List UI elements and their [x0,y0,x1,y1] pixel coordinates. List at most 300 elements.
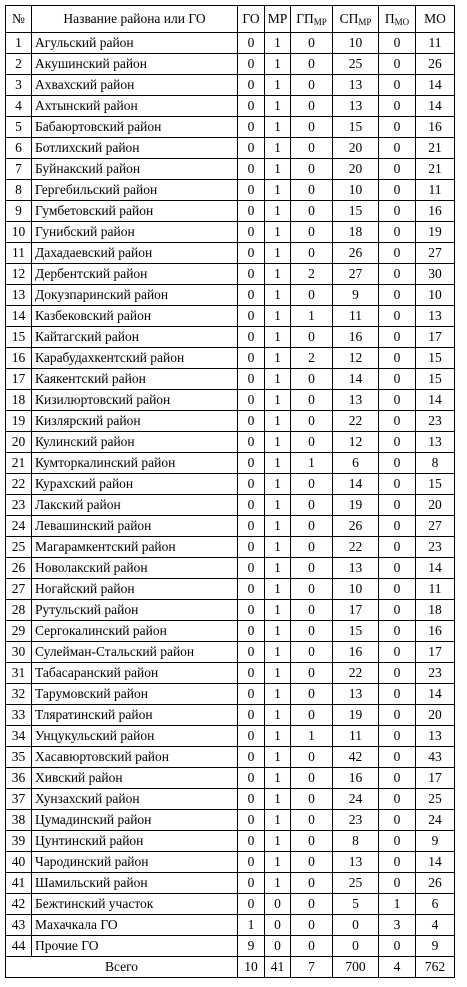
cell-mr: 1 [265,558,291,579]
cell-sp: 11 [333,726,379,747]
cell-mo: 10 [416,285,455,306]
cell-gp: 0 [291,810,333,831]
cell-sp: 13 [333,684,379,705]
total-go: 10 [238,957,265,978]
cell-p: 0 [379,873,416,894]
table-row [6,54,455,75]
cell-p: 0 [379,516,416,537]
table-row [6,852,455,873]
table-row [6,726,455,747]
cell-p: 0 [379,642,416,663]
table-row [6,411,455,432]
cell-mr: 1 [265,768,291,789]
cell-sp: 12 [333,432,379,453]
cell-mo: 16 [416,117,455,138]
cell-name: Кайтагский район [32,327,238,348]
cell-name: Прочие ГО [32,936,238,957]
cell-p: 0 [379,54,416,75]
cell-p: 1 [379,894,416,915]
table-body [6,33,455,957]
header-num: № [6,6,32,33]
cell-gp: 0 [291,474,333,495]
cell-sp: 17 [333,600,379,621]
table-row [6,117,455,138]
cell-mo: 11 [416,33,455,54]
cell-go: 0 [238,873,265,894]
cell-gp: 0 [291,621,333,642]
cell-go: 0 [238,348,265,369]
cell-sp: 14 [333,474,379,495]
table-row [6,369,455,390]
table-row [6,936,455,957]
header-sp: $СП_{МР}$ [333,6,379,33]
cell-gp: 0 [291,747,333,768]
cell-mo: 27 [416,243,455,264]
cell-gp: 0 [291,894,333,915]
cell-gp: 2 [291,348,333,369]
cell-mo: 20 [416,495,455,516]
cell-name: Бабаюртовский район [32,117,238,138]
cell-num: 12 [6,264,32,285]
cell-num: 38 [6,810,32,831]
cell-sp: 6 [333,453,379,474]
cell-gp: 0 [291,600,333,621]
cell-sp: 16 [333,768,379,789]
cell-gp: 0 [291,432,333,453]
table-row [6,642,455,663]
cell-mo: 30 [416,264,455,285]
cell-mo: 17 [416,642,455,663]
cell-mr: 1 [265,285,291,306]
cell-name: Ахвахский район [32,75,238,96]
cell-sp: 13 [333,390,379,411]
cell-name: Буйнакский район [32,159,238,180]
cell-mo: 19 [416,222,455,243]
cell-name: Хасавюртовский район [32,747,238,768]
table-row [6,663,455,684]
header-mo: МО [416,6,455,33]
cell-go: 0 [238,894,265,915]
cell-gp: 0 [291,852,333,873]
cell-name: Кизлярский район [32,411,238,432]
cell-p: 0 [379,348,416,369]
table-row [6,537,455,558]
cell-go: 0 [238,201,265,222]
cell-mr: 1 [265,810,291,831]
cell-mo: 21 [416,138,455,159]
cell-sp: 0 [333,936,379,957]
cell-p: 0 [379,747,416,768]
cell-p: 0 [379,75,416,96]
cell-name: Бежтинский участок [32,894,238,915]
cell-sp: 22 [333,411,379,432]
cell-gp: 0 [291,117,333,138]
cell-p: 0 [379,495,416,516]
cell-sp: 13 [333,558,379,579]
cell-go: 1 [238,915,265,936]
cell-mr: 1 [265,516,291,537]
cell-go: 0 [238,684,265,705]
cell-name: Махачкала ГО [32,915,238,936]
cell-gp: 0 [291,516,333,537]
cell-mr: 1 [265,579,291,600]
cell-sp: 15 [333,621,379,642]
cell-num: 15 [6,327,32,348]
cell-go: 0 [238,285,265,306]
cell-mo: 16 [416,621,455,642]
cell-name: Гергебильский район [32,180,238,201]
table-row [6,474,455,495]
cell-name: Сергокалинский район [32,621,238,642]
cell-name: Табасаранский район [32,663,238,684]
cell-name: Каякентский район [32,369,238,390]
cell-go: 0 [238,810,265,831]
cell-sp: 10 [333,579,379,600]
cell-sp: 19 [333,495,379,516]
cell-sp: 26 [333,516,379,537]
table-row [6,138,455,159]
cell-mo: 25 [416,789,455,810]
cell-mr: 1 [265,180,291,201]
cell-num: 25 [6,537,32,558]
cell-name: Чародинский район [32,852,238,873]
cell-go: 0 [238,789,265,810]
total-gp: 7 [291,957,333,978]
cell-mo: 9 [416,831,455,852]
cell-p: 0 [379,327,416,348]
cell-name: Гумбетовский район [32,201,238,222]
cell-p: 0 [379,180,416,201]
cell-mo: 17 [416,327,455,348]
cell-p: 0 [379,810,416,831]
cell-go: 0 [238,159,265,180]
cell-go: 0 [238,432,265,453]
total-label: Всего [6,957,238,978]
cell-num: 30 [6,642,32,663]
cell-mo: 17 [416,768,455,789]
cell-sp: 22 [333,537,379,558]
cell-gp: 0 [291,159,333,180]
cell-gp: 0 [291,936,333,957]
cell-mr: 1 [265,621,291,642]
cell-gp: 0 [291,327,333,348]
cell-mo: 23 [416,411,455,432]
cell-go: 0 [238,117,265,138]
cell-p: 0 [379,201,416,222]
cell-num: 8 [6,180,32,201]
cell-mo: 13 [416,306,455,327]
cell-p: 0 [379,579,416,600]
document-page [5,5,455,978]
cell-sp: 18 [333,222,379,243]
table-row [6,453,455,474]
cell-sp: 9 [333,285,379,306]
cell-mr: 1 [265,243,291,264]
cell-num: 44 [6,936,32,957]
cell-sp: 10 [333,33,379,54]
cell-mo: 14 [416,684,455,705]
cell-mo: 14 [416,558,455,579]
cell-p: 0 [379,705,416,726]
cell-sp: 10 [333,180,379,201]
cell-name: Цумадинский район [32,810,238,831]
table-row [6,96,455,117]
cell-num: 5 [6,117,32,138]
cell-mo: 14 [416,96,455,117]
cell-gp: 0 [291,831,333,852]
table-row [6,327,455,348]
cell-mo: 14 [416,75,455,96]
table-row [6,516,455,537]
cell-name: Сулейман-Стальский район [32,642,238,663]
cell-gp: 1 [291,306,333,327]
cell-mo: 23 [416,663,455,684]
cell-num: 3 [6,75,32,96]
cell-gp: 0 [291,285,333,306]
cell-name: Унцукульский район [32,726,238,747]
cell-go: 0 [238,768,265,789]
cell-name: Цунтинский район [32,831,238,852]
cell-p: 0 [379,264,416,285]
cell-mr: 0 [265,894,291,915]
cell-name: Шамильский район [32,873,238,894]
cell-p: 0 [379,243,416,264]
cell-go: 0 [238,327,265,348]
cell-go: 0 [238,558,265,579]
cell-mr: 1 [265,495,291,516]
cell-num: 37 [6,789,32,810]
cell-sp: 27 [333,264,379,285]
cell-go: 0 [238,243,265,264]
cell-go: 0 [238,705,265,726]
cell-mr: 1 [265,138,291,159]
table-row [6,915,455,936]
cell-go: 0 [238,264,265,285]
cell-sp: 13 [333,852,379,873]
cell-num: 29 [6,621,32,642]
cell-mr: 1 [265,726,291,747]
cell-gp: 0 [291,768,333,789]
cell-mr: 1 [265,222,291,243]
cell-p: 3 [379,915,416,936]
cell-num: 4 [6,96,32,117]
cell-mr: 1 [265,264,291,285]
cell-p: 0 [379,390,416,411]
cell-go: 0 [238,474,265,495]
total-sp: 700 [333,957,379,978]
cell-gp: 1 [291,453,333,474]
cell-go: 0 [238,390,265,411]
cell-mo: 14 [416,390,455,411]
cell-num: 17 [6,369,32,390]
cell-mo: 20 [416,705,455,726]
cell-p: 0 [379,537,416,558]
cell-p: 0 [379,138,416,159]
table-row [6,33,455,54]
table-row [6,579,455,600]
cell-p: 0 [379,33,416,54]
cell-p: 0 [379,453,416,474]
cell-gp: 0 [291,789,333,810]
cell-num: 19 [6,411,32,432]
cell-p: 0 [379,852,416,873]
cell-sp: 12 [333,348,379,369]
cell-go: 0 [238,621,265,642]
cell-go: 0 [238,222,265,243]
cell-num: 14 [6,306,32,327]
cell-mr: 1 [265,831,291,852]
cell-name: Ногайский район [32,579,238,600]
total-row [6,957,455,978]
cell-sp: 0 [333,915,379,936]
cell-num: 32 [6,684,32,705]
cell-num: 13 [6,285,32,306]
cell-mr: 0 [265,936,291,957]
cell-mo: 16 [416,201,455,222]
cell-mr: 1 [265,306,291,327]
cell-sp: 13 [333,75,379,96]
cell-mo: 4 [416,915,455,936]
cell-p: 0 [379,684,416,705]
cell-mr: 1 [265,852,291,873]
cell-sp: 25 [333,54,379,75]
cell-mo: 11 [416,180,455,201]
total-p: 4 [379,957,416,978]
cell-num: 39 [6,831,32,852]
cell-go: 0 [238,411,265,432]
cell-name: Кизилюртовский район [32,390,238,411]
cell-sp: 42 [333,747,379,768]
table-row [6,285,455,306]
cell-mr: 1 [265,54,291,75]
cell-num: 7 [6,159,32,180]
table-row [6,390,455,411]
cell-gp: 0 [291,222,333,243]
cell-mr: 1 [265,117,291,138]
table-row [6,264,455,285]
cell-p: 0 [379,432,416,453]
table-row [6,558,455,579]
cell-go: 0 [238,663,265,684]
table-row [6,222,455,243]
cell-name: Дербентский район [32,264,238,285]
cell-mr: 1 [265,369,291,390]
cell-go: 0 [238,96,265,117]
cell-num: 27 [6,579,32,600]
cell-name: Лакский район [32,495,238,516]
cell-sp: 24 [333,789,379,810]
cell-go: 0 [238,516,265,537]
cell-p: 0 [379,96,416,117]
header-go: ГО [238,6,265,33]
cell-mr: 1 [265,159,291,180]
cell-gp: 0 [291,411,333,432]
cell-num: 21 [6,453,32,474]
total-mo: 762 [416,957,455,978]
cell-mo: 43 [416,747,455,768]
table-row [6,432,455,453]
cell-mr: 1 [265,747,291,768]
cell-p: 0 [379,159,416,180]
cell-sp: 11 [333,306,379,327]
cell-sp: 5 [333,894,379,915]
cell-num: 43 [6,915,32,936]
table-row [6,705,455,726]
cell-num: 24 [6,516,32,537]
cell-name: Хунзахский район [32,789,238,810]
cell-go: 0 [238,642,265,663]
cell-go: 9 [238,936,265,957]
cell-gp: 0 [291,642,333,663]
cell-name: Ахтынский район [32,96,238,117]
cell-sp: 15 [333,117,379,138]
table-row [6,768,455,789]
table-row [6,180,455,201]
cell-num: 28 [6,600,32,621]
cell-num: 26 [6,558,32,579]
cell-mo: 18 [416,600,455,621]
table-row [6,600,455,621]
cell-sp: 19 [333,705,379,726]
cell-name: Новолакский район [32,558,238,579]
cell-go: 0 [238,726,265,747]
cell-name: Казбековский район [32,306,238,327]
cell-mr: 1 [265,411,291,432]
cell-go: 0 [238,54,265,75]
cell-go: 0 [238,852,265,873]
cell-mo: 15 [416,474,455,495]
cell-gp: 0 [291,243,333,264]
cell-mo: 15 [416,348,455,369]
cell-mo: 8 [416,453,455,474]
cell-name: Карабудахкентский район [32,348,238,369]
cell-name: Курахский район [32,474,238,495]
cell-mr: 1 [265,474,291,495]
cell-mo: 23 [416,537,455,558]
cell-sp: 16 [333,327,379,348]
cell-mr: 1 [265,453,291,474]
cell-go: 0 [238,453,265,474]
cell-name: Магарамкентский район [32,537,238,558]
cell-gp: 0 [291,54,333,75]
cell-name: Рутульский район [32,600,238,621]
cell-gp: 0 [291,138,333,159]
cell-mo: 15 [416,369,455,390]
cell-mr: 1 [265,327,291,348]
cell-mo: 6 [416,894,455,915]
cell-mr: 1 [265,201,291,222]
cell-gp: 0 [291,579,333,600]
cell-num: 23 [6,495,32,516]
cell-sp: 8 [333,831,379,852]
cell-mo: 21 [416,159,455,180]
cell-go: 0 [238,537,265,558]
cell-sp: 20 [333,159,379,180]
cell-name: Хивский район [32,768,238,789]
cell-sp: 22 [333,663,379,684]
cell-p: 0 [379,285,416,306]
cell-mr: 1 [265,600,291,621]
cell-mo: 26 [416,54,455,75]
cell-gp: 0 [291,684,333,705]
cell-name: Дахадаевский район [32,243,238,264]
cell-gp: 0 [291,558,333,579]
cell-mo: 13 [416,432,455,453]
cell-name: Акушинский район [32,54,238,75]
table-row [6,495,455,516]
cell-gp: 0 [291,495,333,516]
cell-name: Агульский район [32,33,238,54]
